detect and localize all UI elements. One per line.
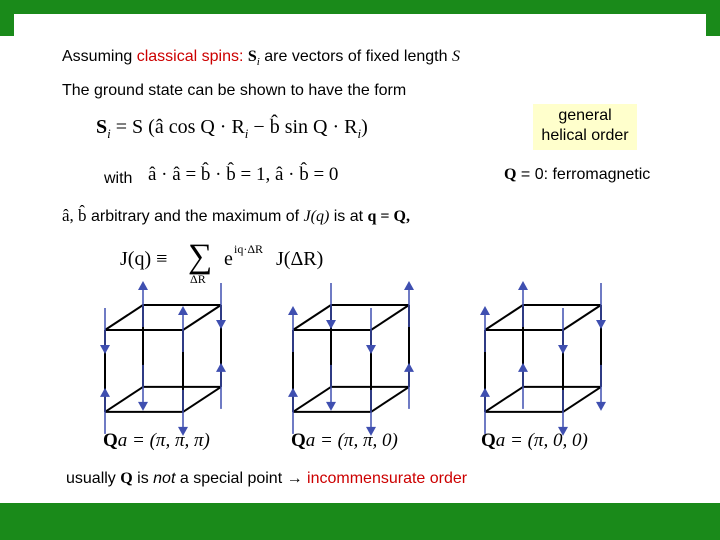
cube-3-edge <box>485 387 523 412</box>
cube-3-spin-arrowhead <box>596 320 606 329</box>
eq-body: = S (â cos Q · R <box>110 116 245 138</box>
footer-prefix: usually <box>66 470 121 487</box>
callout-line-1: general <box>558 107 612 124</box>
cube-2-q: Q <box>291 430 306 451</box>
exp-base: e <box>224 248 233 270</box>
cube-1-spin-arrowhead <box>216 363 226 372</box>
cube-2-spin-arrowhead <box>326 320 336 329</box>
classical-spins-highlight: classical spins: <box>136 48 248 65</box>
cube-2-rest: a = (π, π, 0) <box>305 430 398 451</box>
cube-2-edge <box>293 305 331 330</box>
ferro-rest: = 0: ferromagnetic <box>516 166 651 183</box>
j-rhs: J(ΔR) <box>276 248 324 270</box>
cube-3-spin-arrowhead <box>558 345 568 354</box>
footer-mid: is <box>132 470 154 487</box>
footer-arrow: → <box>286 470 303 487</box>
cube-1-spin-arrowhead <box>100 388 110 397</box>
ferro-q: Q <box>504 166 517 183</box>
cube-3-spin-arrowhead <box>596 402 606 411</box>
cube-2-spin-arrowhead <box>326 402 336 411</box>
incommensurate-highlight: incommensurate order <box>302 470 468 487</box>
cube-2-edge <box>293 387 331 412</box>
cube-1-edge <box>105 387 143 412</box>
cube-1-edge <box>183 305 221 330</box>
eq-body2: − b̂ sin Q · R <box>248 116 358 138</box>
cube-1-spin-arrowhead <box>178 306 188 315</box>
cube-3-edge <box>563 387 601 412</box>
cube-label-3 <box>481 430 588 452</box>
cube-2-spin-arrowhead <box>404 363 414 372</box>
eq-close: ) <box>361 116 368 138</box>
spin-symbol: S <box>247 48 257 65</box>
cube-1-rest: a = (π, π, π) <box>117 430 210 451</box>
arbitrary-mid: is at <box>329 208 368 225</box>
footer-q: Q <box>120 470 133 487</box>
j-func-arg: (q) <box>310 208 330 225</box>
eq-lhs-sub: i <box>107 126 111 141</box>
j-func: J <box>303 208 311 225</box>
cube-2-spin-arrowhead <box>288 306 298 315</box>
callout-line-2: helical order <box>541 127 629 144</box>
eq-lhs: S <box>96 116 108 138</box>
cube-3-edge <box>485 305 523 330</box>
footer-mid2: a special point <box>175 470 287 487</box>
cube-3-q: Q <box>481 430 496 451</box>
cube-3-edge <box>563 305 601 330</box>
cube-2-spin-arrowhead <box>404 281 414 290</box>
arbitrary-text: arbitrary and the maximum of <box>86 208 304 225</box>
intro-prefix: Assuming <box>62 48 137 65</box>
cube-1-spin-arrowhead <box>138 281 148 290</box>
footer-not: not <box>153 470 176 487</box>
cube-1-spin-arrowhead <box>100 345 110 354</box>
sum-symbol: ∑ <box>188 238 213 275</box>
with-label: with <box>104 170 133 187</box>
q-equals-q: q = Q, <box>367 208 410 225</box>
intro-suffix: are vectors of fixed length <box>259 48 452 65</box>
spin-subscript: i <box>256 56 260 69</box>
cube-3-rest: a = (π, 0, 0) <box>495 430 588 451</box>
sum-subscript: ΔR <box>190 272 206 286</box>
cube-2-spin-arrowhead <box>366 345 376 354</box>
cube-3-spin-arrowhead <box>480 388 490 397</box>
exp-superscript: iq·ΔR <box>234 242 264 256</box>
cube-label-2 <box>291 430 398 452</box>
length-symbol: S <box>451 48 460 65</box>
vectors-ab: â, b̂ <box>62 206 87 225</box>
cube-2-edge <box>371 305 409 330</box>
cube-1-q: Q <box>103 430 118 451</box>
cube-1-edge <box>105 305 143 330</box>
cube-2-edge <box>371 387 409 412</box>
cube-1-spin-arrowhead <box>216 320 226 329</box>
cube-2-spin-arrowhead <box>288 388 298 397</box>
ground-state-line: The ground state can be shown to have the form <box>62 82 407 99</box>
cube-label-1 <box>103 430 210 452</box>
cube-3-spin-arrowhead <box>518 281 528 290</box>
eq-body-sub: i <box>244 126 249 141</box>
j-lhs: J(q) ≡ <box>120 248 168 270</box>
cube-3-spin-arrowhead <box>480 306 490 315</box>
cube-3-spin-arrowhead <box>518 363 528 372</box>
cube-1-spin-arrowhead <box>138 402 148 411</box>
eq-body2-sub: i <box>357 126 362 141</box>
footer-line <box>66 470 467 488</box>
normalization-equation: â · â = b̂ · b̂ = 1, â · b̂ = 0 <box>148 164 339 185</box>
cube-1-edge <box>183 387 221 412</box>
